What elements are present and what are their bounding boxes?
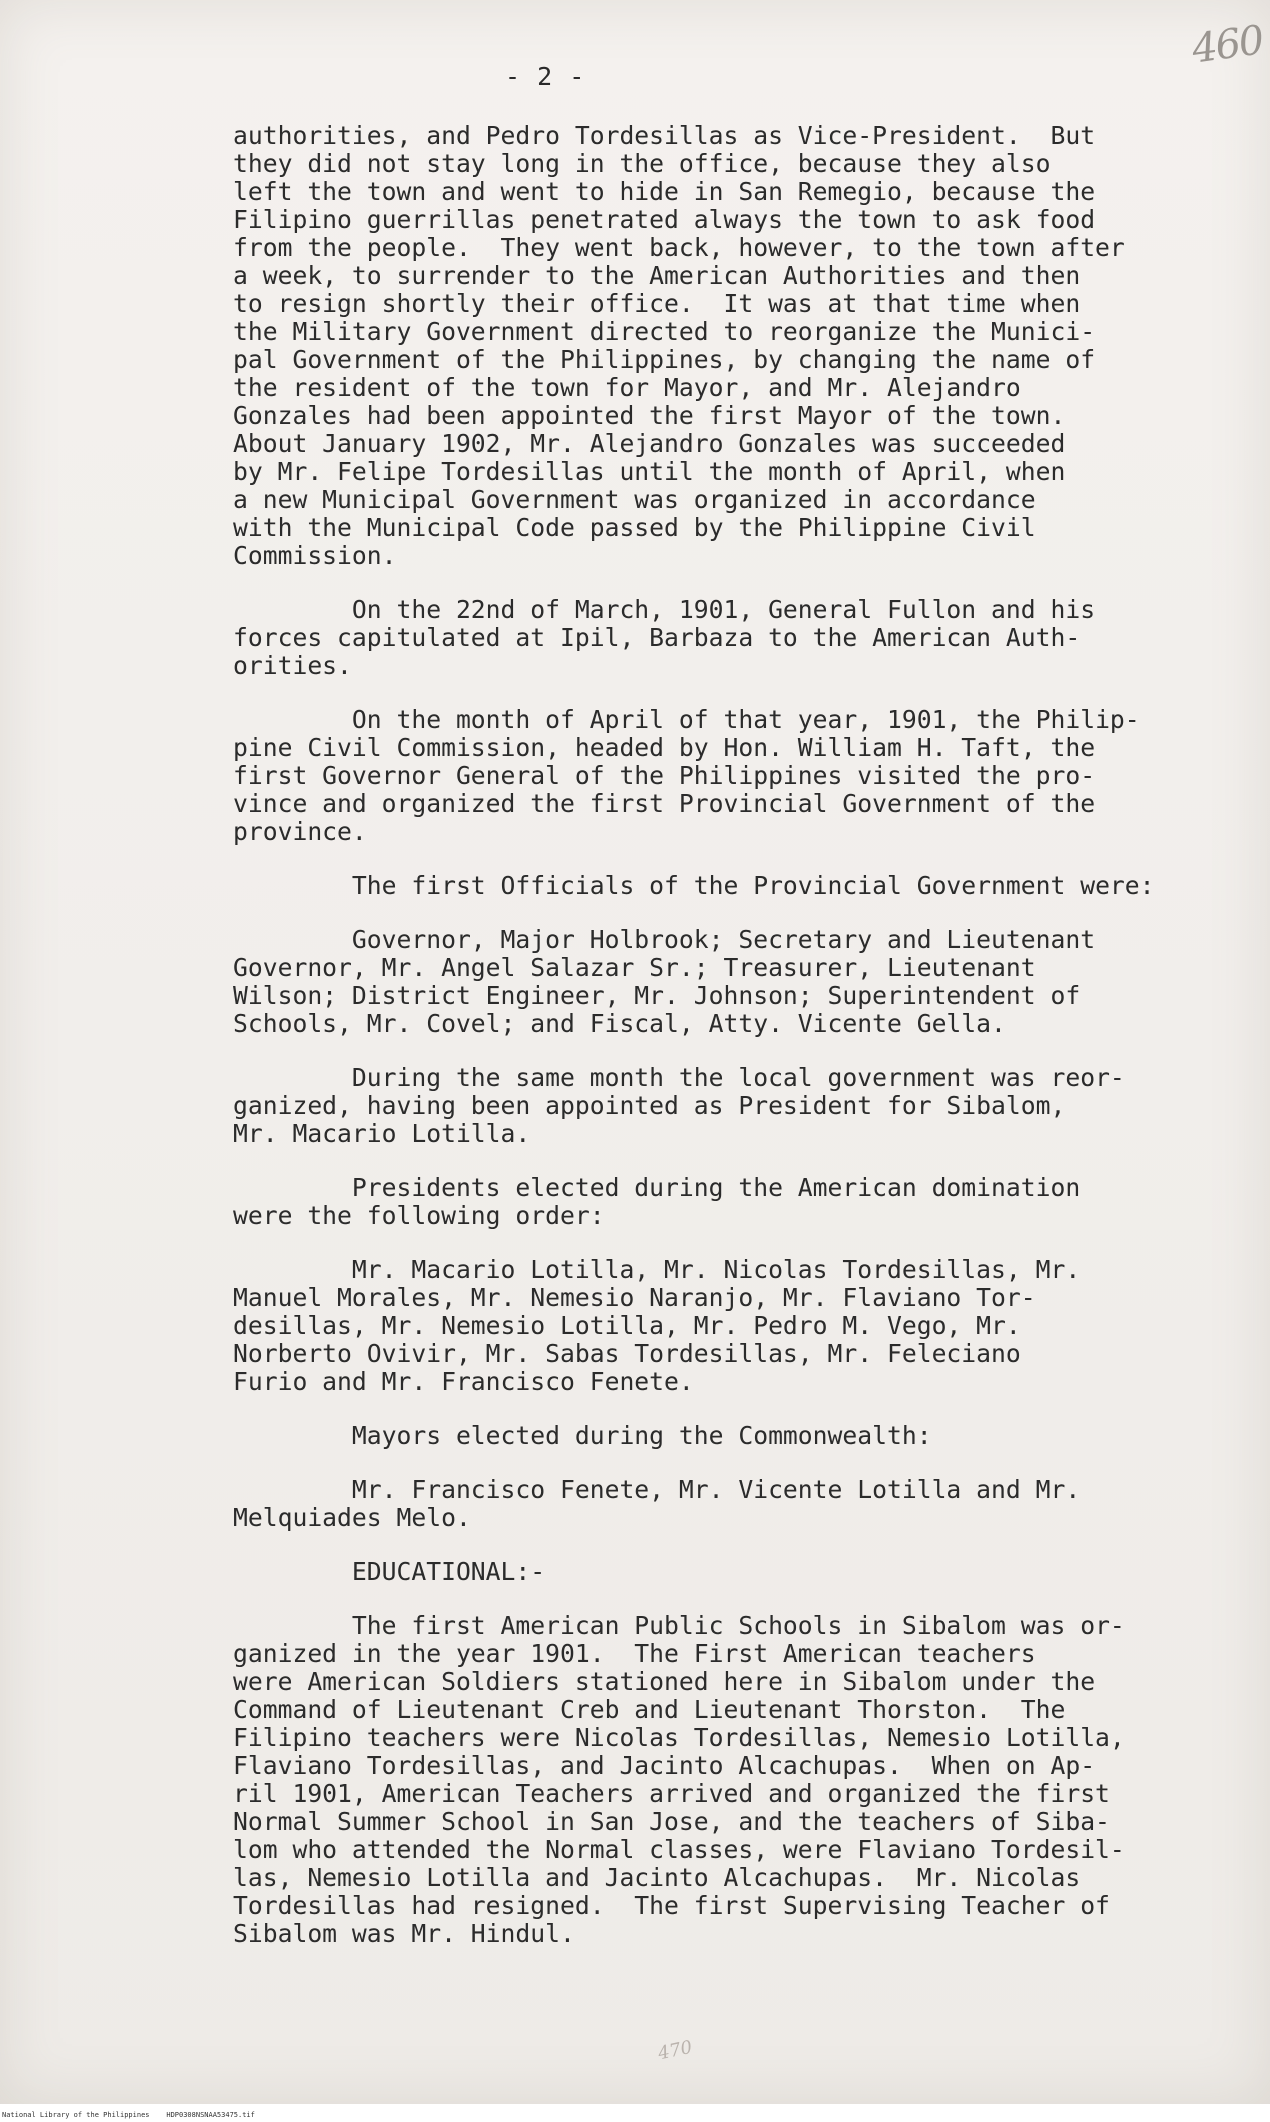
paragraph-presidents-list: Mr. Macario Lotilla, Mr. Nicolas Tordesillas, Mr. Manuel Morales, Mr. Nemesio Naranjo, Mr. Flaviano Tor- desillas, Mr. Nemesio Lotilla, Mr. Pedro M. Vego, Mr. Norberto Ovivir, Mr. Sabas Tordesillas, Mr. Feleciano Furio and Mr. Francisco Fenete.: [233, 1255, 1081, 1396]
document-body: [233, 122, 1208, 1974]
page-number: - 2 -: [505, 62, 586, 91]
paragraph-fullon-capitulation: On the 22nd of March, 1901, General Fullon and his forces capitulated at Ipil, Barbaza to the American Auth- orities.: [233, 595, 1096, 680]
paragraph-provincial-officials: Governor, Major Holbrook; Secretary and Lieutenant Governor, Mr. Angel Salazar Sr.; Treasurer, Lieutenant Wilson; District Engineer, Mr. Johnson; Superintendent of Schools, Mr. Covel; and Fiscal, Atty. Vicente Gella.: [233, 925, 1096, 1038]
paragraph-civil-commission: On the month of April of that year, 1901, the Philip- pine Civil Commission, headed by Hon. William H. Taft, the first Governor General of the Philippines visited the pro- vince and organized the first Provincial Government of the province.: [233, 705, 1140, 846]
paragraph-mayors-list: Mr. Francisco Fenete, Mr. Vicente Lotilla and Mr. Melquiades Melo.: [233, 1475, 1081, 1532]
paragraph-local-reorganization: During the same month the local government was reor- ganized, having been appointed as President for Sibalom, Mr. Macario Lotilla.: [233, 1063, 1125, 1148]
scan-footer-label: National Library of the Philippines HDP0308NSNAA53475.tif: [2, 2111, 255, 2119]
pencil-page-mark: 470: [656, 2036, 695, 2065]
paragraph-first-schools: The first American Public Schools in Sibalom was or- ganized in the year 1901. The First American teachers were American Soldiers stationed here in Sibalom under the Command of Lieutenant Creb and Lieutenant Thorston. The Filipino teachers were Nicolas Tordesillas, Nemesio Lotilla, Flaviano Tordesillas, and Jacinto Alcachupas. When on Ap- ril 1901, American Teachers arrived and organized the first Normal Summer School in San Jose, and the teachers of Siba- lom who attended the Normal classes, were Flaviano Tordesil- las, Nemesio Lotilla and Jacinto Alcachupas. Mr. Nicolas Tordesillas had resigned. The first Supervising Teacher of Sibalom was Mr. Hindul.: [233, 1611, 1125, 1948]
paragraph-first-officials-heading: The first Officials of the Provincial Government were:: [233, 871, 1155, 900]
paragraph-municipal-government: authorities, and Pedro Tordesillas as Vice-President. But they did not stay long in the office, because they also left the town and went to hide in San Remegio, because the Filipino guerrillas penetrated always the town to ask food from the people. They went back, however, to the town after a week, to surrender to the American Authorities and then to resign shortly their office. It was at that time when the Military Government directed to reorganize the Munici- pal Government of the Philippines, by changing the name of the resident of the town for Mayor, and Mr. Alejandro Gonzales had been appointed the first Mayor of the town. About January 1902, Mr. Alejandro Gonzales was succeeded by Mr. Felipe Tordesillas until the month of April, when a new Municipal Government was organized in accordance with the Municipal Code passed by the Philippine Civil Commission.: [233, 121, 1125, 570]
section-heading-educational: EDUCATIONAL:-: [233, 1557, 546, 1586]
handwritten-folio-number: 460: [1189, 17, 1266, 73]
paragraph-presidents-heading: Presidents elected during the American domination were the following order:: [233, 1173, 1081, 1230]
paragraph-mayors-heading: Mayors elected during the Commonwealth:: [233, 1421, 932, 1450]
